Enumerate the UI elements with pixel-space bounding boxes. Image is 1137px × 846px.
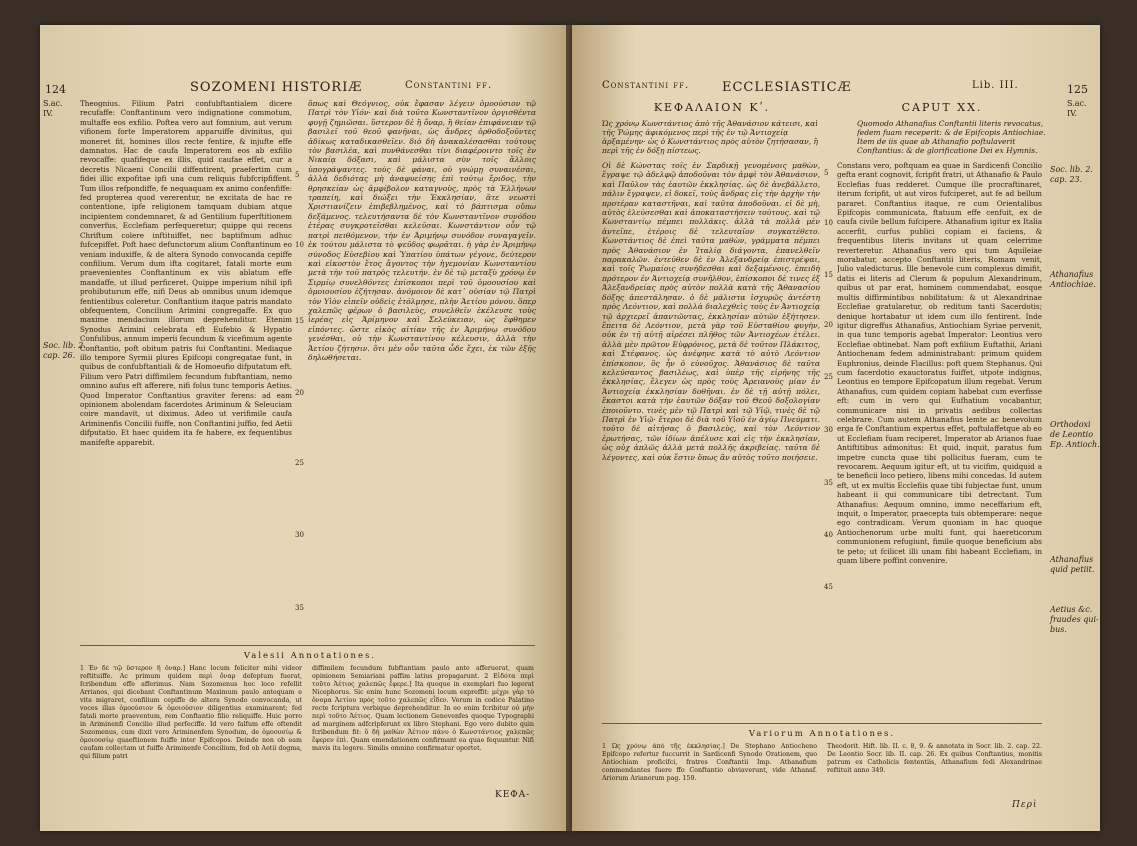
line-number: 20 [295,389,304,397]
notes-title-right: Variorum Annotationes. [748,729,896,739]
running-head-right: ECCLESIASTICÆ [722,80,852,95]
notes-divider [80,645,535,646]
greek-text-column [308,99,536,639]
catchword-left: ΚΕΦΑ- [495,790,531,800]
running-head-left: SOZOMENI HISTORIÆ [190,80,363,95]
margin-reference: Soc. lib. 2. cap. 23. [1050,165,1093,184]
line-number: 15 [295,317,304,325]
notes-column-1-right [602,743,817,793]
line-number: 40 [824,531,833,539]
notes-column-2-right [827,743,1042,793]
line-number: 35 [824,479,833,487]
left-page [40,25,568,831]
margin-reference: Orthodoxi de Leontio Ep. Antioch. [1050,420,1100,449]
notes-divider [602,723,1042,724]
greek-text-column-right [602,161,820,646]
line-number: 35 [295,604,304,612]
running-head-left-secondary: Constantini ff. [405,80,493,91]
latin-paragraph: Constans vero, poftquam ea quae in Sardicenfi Concilio gefta erant cognovit, fcripfit fratri, ut Athanafio & Paulo Ecclefias fuas redderet. Cumque ille procraftinaret, iterum fcripfit, ut aut viros fufciperet, aut fe ad bellum pararet. Conftantius itaque, re cum Orientalibus Epifcopis communicata, ftatuum effe cenfuit, ex de caufa civile bellum fufcipere. Athanafium igitur ex Italia accerfit, curfus publici copiam ei faciens, & frequentibus literis invitans ut quam celerrime reverteretur. Athanafius vero qui tum Aquileiae morabatur, accepto Conftantii literis, Romam venit, Julio valedicturus. Ille benevole cum complexus dimifit, datis ei literis ad Clerum & populum Alexandrinum, quibus ut par erat, hominem commendabat, eosque multis diffirmintibus nobilitatum: & ut Alexandrinae Ecclefiae gratularetur, ob reditum tanti Sacerdotis; denique hortabatur ut idem cum illo fentirent. Inde igitur digreffus Athanafius, Antiochiam Syriae pervenit, in qua tunc temporis agebat Imperator: Leontius vero Ecclefiae obtinebat. Nam poft exfilium Euftathii, Ariani Antiochenam fedem administrabant: primum quidem Euphronius, deinde Flacillus: poft quem Stephanus. Qui cum facerdotio exauctoratus fuiffet, utpote indignus, Leontius eo tempore Epifcopatum illum regebat. Verum Athanafius, cum quidem copiam habebat cum everfisse eft: cum in vero qui Eufhatium vocabantur, communicare nisi in privatis aedibus collectas celebrare. Cum autem Athanafius lemte ac benevolum erga fe Conftantium expertus effet, poftulaffetque ab eo ut Ecclefiam fuam reciperet, Imperator ab Arianos fuae Antiftitibus admonitus: Et quid, inquit, paratus fum impetre cuncta quae tibi pollicitus fueram, cum te revocarem. Aequum igitur eft, ut tu vicifim, quidquid a te beneficii loco petiero, libens mihi concedas. Id autem eft, ut ex multis Ecclefiis quae tibi fubjectae funt, unum habeant ii qui communicare tibi detrectant. Tum Athanafius: Aequum omnino, immo neceffarium eft, inquit, o Imperator, praecepta tuis obtemperare: neque ego contradicam. Verum quoniam in hac quoque Antiochenorum urbe multi funt, qui haereticorum communionem refugiunt, fimile quoque beneficium abs te peto; ut fcilicet illi unam fibi habeant Ecclefiam, in quam libere poffint convenire. [837,161,1042,566]
margin-reference: Athanafius Antiochiae. [1050,270,1096,289]
note-text: 1 Ἐν δὲ τῷ ὕστερον ἢ ὄναρ.] Hanc locum feliciter mihi videor reftituiffe. Ac primum quidem περὶ ὄναρ defeptum fuerat, fcribendum effe afferimus. Nam Sozomenus hoc loco refellit Arrianos, qui dicebant Conftantinum Maximum paulo antequam e vita migraret, confilium cepiffe de altera Synodo convocanda, ut voces illas ὁμοούσιον & ὁμοιούσιον diligentius examinarent; fed fatali morte praeventum, rem Conftantio filio reliquiffe. Huic porro in Ariminenfi Concilio illud perfeciffe. Id vero falfum effe oftendit Sozomenus, cum dixit vero Ariminenfem Synodum, de ὁμοουσίῳ & ὁμοιουσίῳ quaeftionem fuiffe inter Epifcopos. Deinde non ob eam caufam collectam ut fuiffe Ariminenfe Concilium, fed ob Aetii dogma, qui filium patri [80,665,302,760]
catchword-right: Περὶ [1012,800,1038,810]
margin-reference-left: Soc. lib. 2. cap. 26. [43,341,86,360]
latin-text-column [80,99,292,639]
line-number: 45 [824,583,833,591]
line-number: 5 [295,171,300,179]
note-text: diffimilem fecundum fubftantiam paulo ante afferuerat, quam opinionem Semiariani paffim latius propagarunt. 2 Εἰδότα περὶ τοῦτο Ἀέτιος χαλεπῶς ἔφερε.] Ita quoque in exemplari fuo legerat Nicephorus. Sic enim hunc Sozomeni locum expreffit: μέχρι γὰρ τὸ ὄνομα Ἀετίου πρὸς τοῦτο χαλεπῶς εἶδεν. Verum in codice Palatino recte fcriptura verbique deprehenditur. In eo enim fcribitur οὐ μὴν περὶ τοῦτο Ἀέτιος. Quam lectionem Genevenfes quoque Typographi ad marginem adfcripferunt ex libro Stephani. Ego vero dubito quin fcribendum fit: ὅ δὴ μαθὼν Ἀέτιον πάνυ ὁ Κωνστάντιος χαλεπῶς ἔφερεν ἐπὶ. Quam emendationem confirmant ea quae fequuntur. Nifi mavis ita legere. Similis omnino confirmatur oportet. [312,665,534,752]
latin-chapter-title: CAPUT XX. [901,101,983,114]
line-number: 10 [295,241,304,249]
page-number-right: 125 [1067,83,1088,96]
latin-chapter-summary: Quomodo Athanafius Conftantii literis revocatus, fedem fuam receperit: & de Epifcopis Antiochiae. Item de iis quae ab Athanafio poftulaverit Conftantius: & de glorificatione Dei ex Hymnis. [857,119,1046,155]
line-number: 5 [824,169,829,177]
running-head-right-secondary: Constantini ff. [602,80,690,91]
notes-title-left: Valesii Annotationes. [243,651,377,661]
greek-chapter-title: ΚΕΦΑΛΑΙΟΝ Κʹ. [653,101,771,114]
running-head-book: Lib. III. [972,80,1019,91]
line-number: 30 [824,426,833,434]
margin-reference: Athanafius quid petiit. [1050,555,1095,574]
notes-column-2 [312,665,534,783]
line-numbers-right [824,161,834,646]
line-number: 10 [824,219,833,227]
page-number-left: 124 [45,83,66,96]
greek-chapter-summary: Ὡς χρόνῳ Κωνστάντιος ἀπὸ τῆς Ἀθανάσιον κάτεισι, καὶ τῆς Ῥώμης ἀφικόμενος περὶ τῆς ἐν τῷ Ἀντιοχείᾳ ἀρξαμένην· ὡς ὁ Κωνστάντιος πρὸς αὐτὸν ζητήσασαν, ἢ περὶ τῆς ἐν δόξῃ πίστεως. [602,119,819,155]
margin-year-left: S.ac. IV. [43,99,63,118]
margin-year-right: S.ac. IV. [1067,99,1087,118]
line-number: 25 [824,373,833,381]
open-book [40,25,1100,831]
line-number: 25 [295,459,304,467]
latin-text-column-right [837,161,1042,646]
note-text: 1 Ὡς χρόνῳ ἀπὸ τῆς ἐκκλησίας.] De Stephano Antiocheno Epifcopo refertur fuccurrit in Sardicenfi Synodo Orationem, quo Antiochiam proficifci, fratres Conftantii Imp. Athanafium commendantes fuere ffo Conftantio obviaverunt, vide Athanaf. Ariorum Arianorum pag. 159. [602,743,817,782]
line-number: 30 [295,531,304,539]
latin-paragraph: Theognius. Filium Patri confubftantialem dicere recufaffe: Conftantinum vero indignatione commotum, multaffe eos exfilio. Poftea vero aut fomnium, aut verum vifionem forte Imperatorem apparuiffe divinitus, qui moneret fit, homines illos recte fentire, & injufte effe damnatos. Hac de caufa Imperatorem eos ab exfilio revocaffe: quafifeque ex illis, quid caufae effet, cur a decretis Nicaeni Concilii diffentirent, praefertim cum fidei illic expofitae ipfi una cum reliquis fubfcripfiffent. Tum illos refpondiffe, fe nequaquam ex animo confenfiffe: fed propterea quod vererentur, ne excitata de hac re contentione, ipfe religionem tamquam dubiam atque incipientem condemnaret, & ad Gentilium fuperftitionem converfus, Ecclefiam perfequeretur; quippe qui recens Chriftum colere inftituiffet, nec baptifmum adhuc fufcepiffet. Poft haec defunctorum alium Conftantinum eo veniam induxiffe, & de altera Synodo convocanda cepiffe confilium. Verum dum ifta cogitaret, fatali morte eum praevenientes Conftantinum ex viis ablatum effe mandaffe, ut illud perficeret. Quippe imperium nihil ipfi prohibuturum effe, nifi Deus ab omnibus unum idemque fentientibus coleretur. Conftantium itaque patris mandato obfequentem, Concilium Arimini congregaffe. Ex quo maxime mendacium illorum deprehenditur. Etenim Synodus Arimini celebrata eft Eufebio & Hypatio Confulibus, annum imperii fecundum & vicefimum agente Conftantio, poft obitum patris fui Conftantini. Mediaque illo tempore Syrmii plures Epifcopi congregatae funt, in quibus de confubftantiali & de Homoeufio difputatum eft. Filium vero Patri diffimilem fecundum fubftantiam, nemo omnino aufus eft afferere, nifi folus tunc temporis Aetius. Quod Imperator Conftantius graviter ferens: ad eam opinionem abolendam facerdotes Ariminum & Seleuciam coire mandavit, ut diximus. Adeo ut verifimile caufa Ariminenfis Concilii fuiffe, non Conftantini juffio, fed Aetii difputatio. Et haec quidem ita fe habere, ex fequentibus manifefte apparebit. [80,99,292,447]
line-number: 20 [824,321,833,329]
greek-paragraph: Οἱ δὲ Κώνστας τοῖς ἐν Σαρδικῇ γενομένοις μαθὼν, ἔγραψε τῷ ἀδελφῷ ἀποδοῦναι τὸν ἀμφὶ τὸν Ἀθανάσιον, καὶ Παῦλον τὰς ἑαυτῶν ἐκκλησίας. ὡς δὲ ἀνεβάλλετο, πάλιν ἔγραψεν, εἰ δοκεῖ, τοὺς ἄνδρας εἰς τὴν ἀρχὴν τὴν προτέραν καταστῆναι, καὶ ταῦτα ἀποδοῦναι. εἰ δὲ μὴ, αὐτὸς ἐλεύσεσθαι καὶ ἀποκαταστήσειν τούτους. καὶ τῷ Κωνσταντίῳ πέμπει πολλάκις. ἀλλὰ τὰ πολλὰ μὲν ἀντεῖπε, ἑτέροις δὲ τελευταῖον συγκατέθετο. Κωνστάντιος δὲ ἐπεὶ ταῦτα μαθὼν, γράμματα πέμπει πρὸς Ἀθανάσιον ἐν Ἰταλίᾳ διάγοντα, ἐπανελθεῖν παρακαλῶν. ἐντεῦθεν δὲ ἐν Ἀλεξανδρείᾳ ἐπιστρέψαι, καὶ τοῖς Ῥωμαίοις συνήδεσθαι καὶ δεξαμένοις. ἐπειδὴ πρότερον ἐν Ἀντιοχείᾳ συνῆλθον, ἐπίσκοποι δὲ τινες ἐξ Ἀλεξανδρείας πρὸς αὐτὸν πολλὰ κατὰ τῆς Ἀθανασίου δόξης ἀπεστάλησαν. ὁ δὲ μάλιστα ἰσχυρῶς ἀντέστη πρὸς Λεόντιον, καὶ πολλὰ διαλεχθεὶς τοὺς ἐν Ἀντιοχείᾳ τῷ ἀρχιερεῖ ἀπαντῶντας, ἐκκλησίαν αὐτῶν ἐξήτησεν. ἔπειτα δὲ Λεόντιον, μετὰ γὰρ τοῦ Εὐσταθίου φυγὴν, οὐκ ἐν τῇ αὐτῇ αἱρέσει πλῆθος τῶν Ἀντιοχέων ἐτέλει. ἀλλὰ μὲν πρῶτον Εὐφρόνιος, μετὰ δὲ τοῦτον Πλάκιτος, καὶ Στέφανος. ὡς ἀνέφηνε κατὰ τὸ αὐτὸ Λεόντιον ἐπίσκοπον, ὃς ἦν ὁ εὐνοῦχος. Ἀθανάσιος δὲ ταῦτα κελεύσαντος βασιλέως, καὶ ὑπὲρ τῆς εἰρήνης τῆς ἐκκλησίας, ἔλεγεν ὡς πρὸς τοὺς Ἀρειανοὺς μίαν ἐν Ἀντιοχείᾳ ἐκκλησίαν δοθῆναι. ἐν δὲ τῇ αὐτῇ πόλει, ἕκαστοι κατὰ τὴν ἑαυτῶν δόξαν τοῦ Θεοῦ δοξολογίαν ἐποιοῦντο. τινὲς μὲν τῷ Πατρὶ καὶ τῷ Υἱῷ, τινὲς δὲ τῷ Πατρὶ ἐν Υἱῷ· ἕτεροι δὲ διὰ τοῦ Υἱοῦ ἐν ἁγίῳ Πνεύματι. τοῦτο δὲ αἰτήσας ὁ βασιλεὺς, καὶ τὸν Λεόντιον ἐρωτήσας, τῶν ἰδίων ἀπέλυσε καὶ εἰς τὴν ἐκκλησίαν, ὡς οὐχ ἁπλῶς ἀλλὰ μετὰ πολλῆς ἀκριβείας. ταῦτα δὲ λέγοντες, καὶ οὐκ ἔστιν ὅπως ἂν αὐτὸς τοῦτο ποιήσειε. [602,161,820,462]
right-page [572,25,1100,831]
line-numbers-left [295,99,305,639]
note-text: Theodorit. Hift. lib. II. c. 8, 9. & annotata in Socr. lib. 2. cap. 22. De Leontio Socr. lib. II. cap. 26. Ex quibus Conftantius, monitis patrum ex Catholicis fententiis, Athanafium fedi Alexandrinae reftituit anno 349. [827,743,1042,774]
greek-paragraph: ὅπως καὶ Θεόγνιος, οὐκ ἔφασαν λέγειν ὁμοούσιον τῷ Πατρὶ τὸν Υἱόν· καὶ διὰ τοῦτο Κωνσταντῖνον ὀργισθέντα φυγῇ ζημιῶσαι. ὕστερον δὲ ἢ ὄναρ, ἢ θείαν ἐπιφάνειαν τῷ βασιλεῖ τοῦ θεοῦ φανῆναι, ὡς ἄνδρες ὀρθοδοξοῦντες ἀδίκως καταδικασθεῖεν. διὸ δὴ ἀνακαλέσασθαι τούτους τὸν βασιλέα, καὶ πυνθάνεσθαι τίνι διαφέροιντο τοῖς ἐν Νικαίᾳ δόξασι, καὶ μάλιστα σὺν τοῖς ἄλλοις ὑπογράψαντες. τοὺς δὲ φάναι, οὐ γνώμῃ συναινέσαι, ἀλλὰ δεδιότας μὴ ἀναφυείσης ἐπὶ τούτῳ ἔριδος, τὴν θρησκείαν ὡς ἀμφίβολον καταγνοὺς, πρὸς τὰ Ἑλλήνων τραπείη, καὶ διώξει τὴν Ἐκκλησίαν, ἅτε νεωστὶ Χριστιανίζειν ἐπιβεβλημένος, καὶ τὸ βάπτισμα οὔπω δεξάμενος. τελευτήσαντα δὲ τὸν Κωνσταντῖνον συνόδου ἑτέρας συγκροτεῖσθαι κελεῦσαι. Κωνστάντιον οὖν τῷ πατρὶ πειθόμενον, τὴν ἐν Ἀριμήνῳ συνόδον συναγαγεῖν. ἐκ τούτου μάλιστα τὸ ψεῦδος φωρᾶται. ἡ γὰρ ἐν Ἀριμήνῳ σύνοδος Εὐσεβίου καὶ Ὑπατίου ὑπάτων γέγονε, δεύτερον καὶ εἰκοστὸν ἔτος ἄγοντος τὴν ἡγεμονίαν Κωνσταντίου μετὰ τὴν τοῦ πατρὸς τελευτήν. ἐν δὲ τῷ μεταξὺ χρόνῳ ἐν Σιρμίῳ συνελθόντες ἐπίσκοποι περὶ τοῦ ὁμοουσίου καὶ ὁμοιουσίου ἐζήτησαν. ἀνόμοιον δὲ κατ᾽ οὐσίαν τῷ Πατρὶ τὸν Υἱὸν εἰπεῖν οὐδεὶς ἐτόλμησε, πλὴν Ἀετίου μόνου. ὅπερ χαλεπῶς φέρων ὁ βασιλεὺς, συνελθεῖν ἐκέλευσε τοὺς ἱερέας εἰς Ἀρίμηνον καὶ Σελεύκειαν, ὡς ἔφθημεν εἰπόντες. ὥστε εἰκὸς αἰτίαν τῆς ἐν Ἀριμήνῳ συνόδου γενέσθαι, οὐ τὴν Κωνσταντίνου κέλευσιν, ἀλλὰ τὴν Ἀετίου ζήτησιν. ὅτι μὲν οὖν ταῦτα ὧδε ἔχει, ἐκ τῶν ἑξῆς δηλωθήσεται. [308,99,536,362]
line-number: 15 [824,271,833,279]
notes-column-1 [80,665,302,783]
margin-reference: Aetius &c. fraudes qui- bus. [1050,605,1099,634]
